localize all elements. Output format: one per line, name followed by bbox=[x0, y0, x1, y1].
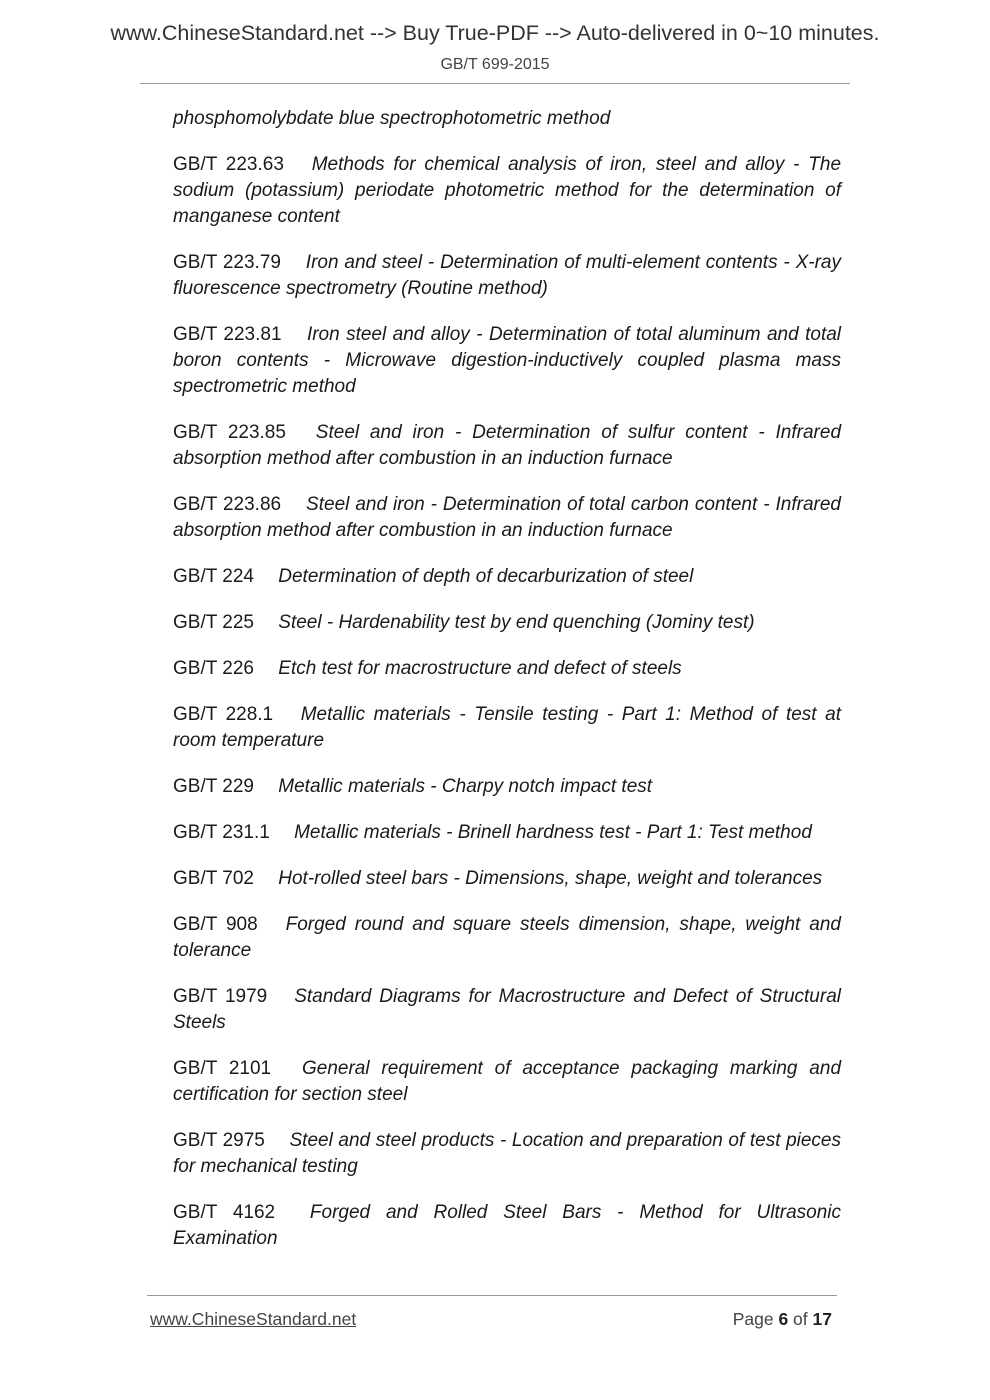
standard-title: Methods for chemical analysis of iron, steel and alloy - The sodium (potassium) periodate photometric method for the determination of manganese content bbox=[173, 154, 842, 227]
standard-code: GB/T 224 bbox=[173, 566, 254, 587]
standard-code: GB/T 908 bbox=[173, 914, 258, 935]
standard-code: GB/T 2975 bbox=[173, 1130, 265, 1151]
standard-title: Steel and iron - Determination of total carbon content - Infrared absorption method after combustion in an induction furnace bbox=[173, 494, 841, 541]
document-id: GB/T 699-2015 bbox=[440, 56, 550, 73]
standard-code: GB/T 2101 bbox=[173, 1058, 272, 1079]
standard-code: GB/T 225 bbox=[173, 612, 254, 633]
standard-title: Metallic materials - Brinell hardness test - Part 1: Test method bbox=[294, 822, 812, 843]
standard-code: GB/T 223.79 bbox=[173, 252, 281, 273]
standard-code: GB/T 231.1 bbox=[173, 822, 270, 843]
standard-code: GB/T 223.86 bbox=[173, 494, 282, 515]
reference-entry bbox=[173, 1128, 841, 1180]
reference-entry bbox=[173, 1056, 841, 1108]
footer-divider bbox=[147, 1295, 837, 1296]
reference-entry bbox=[173, 912, 841, 964]
standard-code: GB/T 229 bbox=[173, 776, 254, 797]
standard-code: GB/T 223.63 bbox=[173, 154, 284, 175]
standard-title: Metallic materials - Tensile testing - Part 1: Method of test at room temperature bbox=[173, 704, 841, 751]
standard-title: Etch test for macrostructure and defect of steels bbox=[278, 658, 682, 679]
reference-entry bbox=[173, 152, 841, 230]
standard-title: Standard Diagrams for Macrostructure and Defect of Structural Steels bbox=[173, 986, 841, 1033]
page-number bbox=[733, 1309, 832, 1330]
total-pages: 17 bbox=[812, 1309, 832, 1329]
reference-entry bbox=[173, 984, 841, 1036]
page-prefix: Page bbox=[732, 1309, 774, 1329]
reference-entry bbox=[173, 420, 841, 472]
standard-code: GB/T 1979 bbox=[173, 986, 268, 1007]
header-banner-link[interactable]: www.ChineseStandard.net --> Buy True-PDF --> Auto-delivered in 0~10 minutes. bbox=[110, 21, 880, 45]
standard-title: Forged round and square steels dimension, shape, weight and tolerance bbox=[173, 914, 841, 961]
standard-title: Forged and Rolled Steel Bars - Method for Ultrasonic Examination bbox=[173, 1202, 841, 1249]
reference-entry bbox=[173, 774, 841, 800]
standard-title: Steel and steel products - Location and preparation of test pieces for mechanical testing bbox=[173, 1130, 841, 1177]
standard-code: GB/T 223.81 bbox=[173, 324, 282, 345]
reference-entry bbox=[173, 656, 841, 682]
standard-title: Metallic materials - Charpy notch impact test bbox=[278, 776, 653, 797]
standard-code: GB/T 702 bbox=[173, 868, 254, 889]
standard-code: GB/T 4162 bbox=[173, 1202, 276, 1223]
standard-code: GB/T 226 bbox=[173, 658, 254, 679]
reference-entry bbox=[173, 610, 841, 636]
standard-title: phosphomolybdate blue spectrophotometric method bbox=[173, 108, 611, 129]
reference-entry bbox=[173, 564, 841, 590]
standard-code: GB/T 223.85 bbox=[173, 422, 286, 443]
standard-title: Steel and iron - Determination of sulfur content - Infrared absorption method after combustion in an induction furnace bbox=[173, 422, 842, 469]
reference-entry bbox=[173, 322, 841, 400]
reference-entry bbox=[173, 250, 841, 302]
standard-code: GB/T 228.1 bbox=[173, 704, 274, 725]
reference-entry bbox=[173, 702, 841, 754]
standard-title: Hot-rolled steel bars - Dimensions, shape, weight and tolerances bbox=[278, 868, 823, 889]
standard-title: Steel - Hardenability test by end quenching (Jominy test) bbox=[278, 612, 755, 633]
standard-title: General requirement of acceptance packaging marking and certification for section steel bbox=[173, 1058, 842, 1105]
reference-entry bbox=[173, 1200, 841, 1252]
normative-references-list bbox=[173, 106, 841, 1272]
reference-entry bbox=[173, 866, 841, 892]
current-page: 6 bbox=[778, 1309, 789, 1329]
reference-entry bbox=[173, 492, 841, 544]
page-of: of bbox=[793, 1309, 808, 1329]
header-divider bbox=[140, 83, 850, 84]
standard-title: Iron and steel - Determination of multi-element contents - X-ray fluorescence spectrometry (Routine method) bbox=[173, 252, 841, 299]
reference-entry bbox=[173, 820, 841, 846]
standard-title: Iron steel and alloy - Determination of total aluminum and total boron contents - Microwave digestion-inductively coupled plasma mass spectrometric method bbox=[173, 324, 842, 397]
reference-entry bbox=[173, 106, 841, 132]
standard-title: Determination of depth of decarburization of steel bbox=[278, 566, 694, 587]
footer-website-link[interactable]: www.ChineseStandard.net bbox=[150, 1309, 357, 1329]
